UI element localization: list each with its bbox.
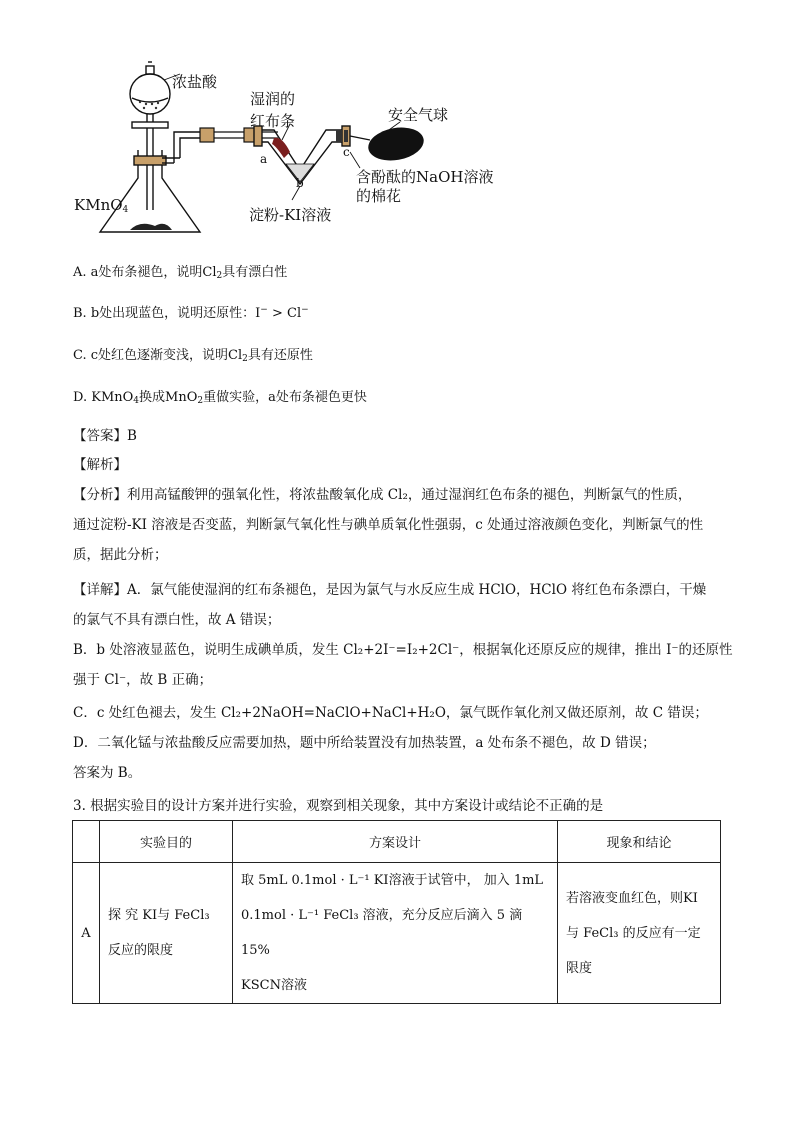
table-header-cell: 实验目的	[100, 821, 233, 863]
label-wet-strip-2: 红布条	[250, 112, 296, 130]
option-c: C. c处红色逐渐变浅，说明$Cl_2$具有还原性	[73, 348, 313, 364]
label-point-c: c	[343, 145, 350, 159]
purpose-line: 反应的限度	[108, 943, 174, 958]
answer-line: 【答案】B	[73, 428, 137, 444]
table-header-cell: 现象和结论	[558, 821, 721, 863]
label-cotton-1: 含酚酞的NaOH溶液	[356, 168, 494, 186]
safety-balloon	[366, 123, 427, 164]
label-point-a: a	[260, 152, 268, 166]
option-b: B. b处出现蓝色，说明还原性：I− > Cl−	[73, 305, 309, 321]
red-cloth-strip	[272, 138, 290, 158]
detail-line-7: 答案为 B。	[73, 765, 142, 781]
purpose-cell	[100, 863, 233, 1004]
option-a: A. a处布条褪色，说明$Cl_2$具有漂白性	[73, 265, 288, 281]
conical-flask	[100, 132, 210, 232]
detail-line-4: 强于 Cl⁻，故 B 正确；	[73, 672, 213, 688]
design-line: 0.1mol · L⁻¹ FeCl₃ 溶液，充分反应后滴入 5 滴 15%	[241, 908, 523, 958]
purpose-line: 探 究 KI与 FeCl₃	[108, 908, 210, 923]
cotton	[336, 130, 348, 142]
analysis-line-3: 质，据此分析；	[73, 547, 168, 563]
result-line: 与 FeCl₃ 的反应有一定	[566, 925, 701, 941]
detail-line-5: C．c 处红色褪去，发生 Cl₂+2NaOH=NaClO+NaCl+H₂O，氯气既作氧化剂又做还原剂，故 C 错误；	[73, 705, 708, 721]
table-header-cell	[73, 821, 100, 863]
q3-table	[72, 820, 721, 1004]
design-line: KSCN溶液	[241, 978, 307, 993]
label-cotton-2: 的棉花	[356, 187, 402, 205]
detail-line-2: 的氯气不具有漂白性，故 A 错误；	[73, 612, 281, 628]
label-wet-strip-1: 湿润的	[250, 90, 296, 108]
analysis-label: 【解析】	[73, 457, 127, 473]
table-row	[73, 863, 721, 1004]
detail-line-1: 【详解】A．氯气能使湿润的红布条褪色，是因为氯气与水反应生成 HClO，HClO 将红色布条漂白，干燥	[73, 582, 707, 598]
q3-stem: 3. 根据实验目的设计方案并进行实验，观察到相关现象，其中方案设计或结论不正确的是	[73, 798, 604, 814]
detail-line-6: D．二氧化锰与浓盐酸反应需要加热，题中所给装置没有加热装置，a 处布条不褪色，故 D 错误；	[73, 735, 656, 751]
label-kmno4: KMnO$_4$	[74, 196, 129, 215]
separatory-funnel	[130, 62, 170, 210]
result-line: 限度	[566, 960, 593, 976]
table-header-row	[73, 821, 721, 863]
result-cell	[558, 863, 721, 1004]
label-point-b: b	[296, 176, 304, 190]
detail-line-3: B．b 处溶液显蓝色，说明生成碘单质，发生 Cl₂+2I⁻=I₂+2Cl⁻，根据氧化还原反应的规律，推出 I⁻的还原性	[73, 642, 733, 658]
option-d: D. KMnO$_4$换成MnO$_2$重做实验，a处布条褪色更快	[73, 390, 367, 406]
design-line: 取 5mL 0.1mol · L⁻¹ KI溶液于试管中， 加入 1mL	[241, 873, 544, 888]
design-cell	[233, 863, 558, 1004]
label-conc-hcl: 浓盐酸	[172, 73, 218, 91]
analysis-line-1: 【分析】利用高锰酸钾的强氧化性，将浓盐酸氧化成 Cl₂，通过湿润红色布条的褪色，判断氯气的性质，	[73, 487, 692, 503]
kmno4-solid	[130, 224, 172, 230]
label-balloon: 安全气球	[388, 106, 449, 124]
result-line: 若溶液变血红色，则KI	[566, 890, 698, 906]
label-starch-ki: 淀粉-KI溶液	[249, 206, 332, 224]
analysis-line-2: 通过淀粉-KI 溶液是否变蓝，判断氯气氧化性与碘单质氧化性强弱，c 处通过溶液颜色变化，判断氯气的性	[73, 517, 704, 533]
table-header-cell: 方案设计	[233, 821, 558, 863]
row-label: A	[73, 863, 100, 1004]
